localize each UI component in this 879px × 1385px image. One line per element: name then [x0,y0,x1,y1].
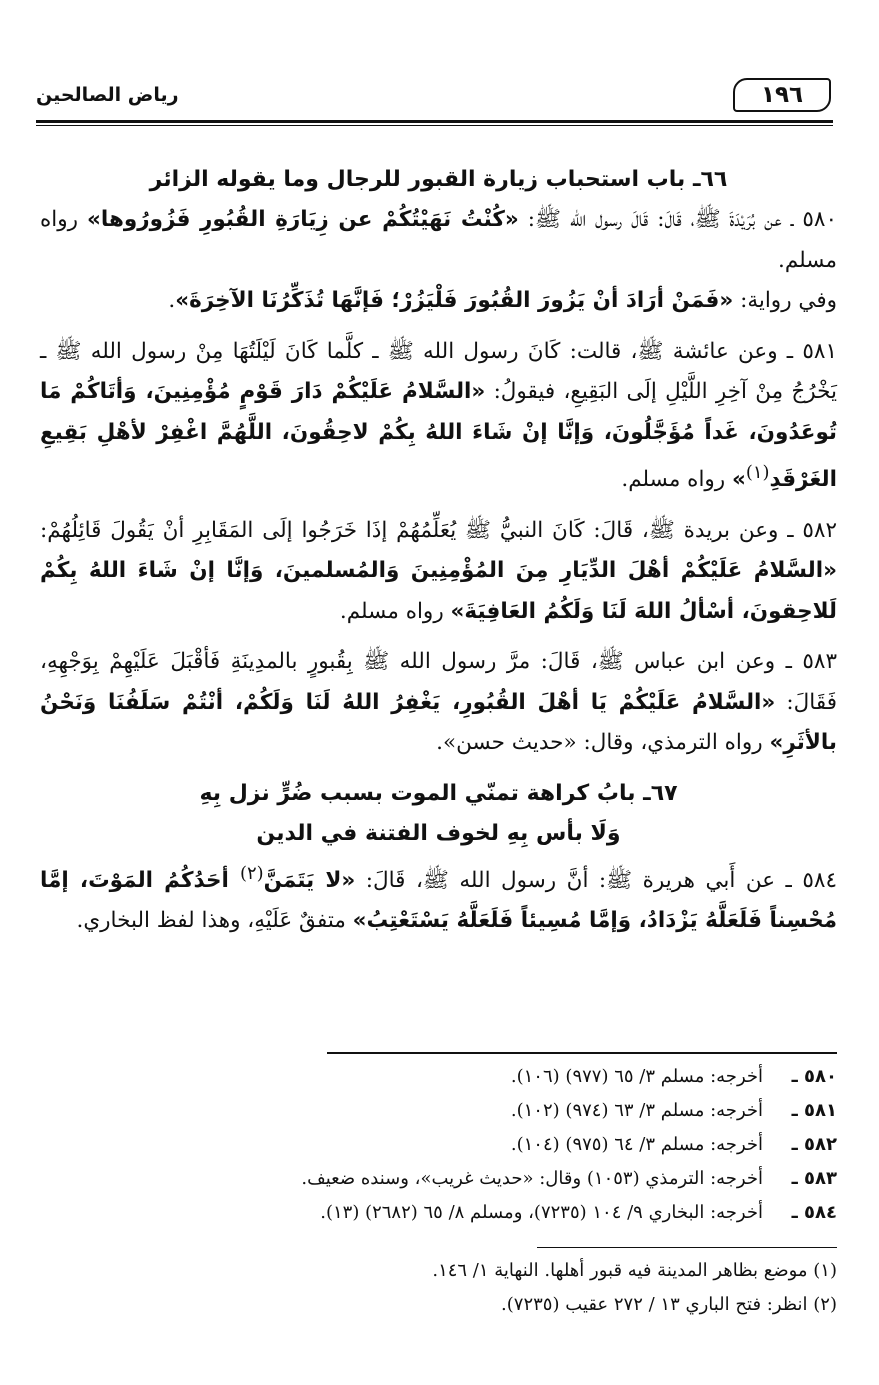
hadith-583 [40,642,837,764]
takhrij-text: أخرجه: مسلم ٣/ ٦٣ (٩٧٤) (١٠٢). [510,1100,763,1121]
hadith-583-source: رواه الترمذي، وقال: «حديث حسن». [436,730,770,756]
hadith-584-text-a: «لا يَتَمَنَّ [263,867,356,893]
riwaya-end: . [168,288,176,313]
hadith-581-close: » [732,467,746,493]
chapter-66-title: ٦٦ـ باب استحباب زيارة القبور للرجال وما يقوله الزائر [149,167,728,192]
takhrij-row [40,1094,837,1128]
takhrij-row [40,1128,837,1162]
takhrij-list [40,1060,837,1230]
footnote-2: (٢) انظر: فتح الباري ١٣ / ٢٧٢ عقيب (٧٢٣٥). [501,1294,837,1315]
hadith-582-source: رواه مسلم. [339,598,451,624]
hadith-584 [40,854,837,942]
chapter-67-title-line2: وَلَا بأس بِهِ لخوف الفتنة في الدين [256,820,621,846]
hadith-580-riwaya [40,281,837,322]
footnote-marker-1: (١) [745,462,770,483]
hadith-581 [40,332,837,501]
footnote-marker-2: (٢) [239,862,264,884]
hadith-581-intro: ٥٨١ ـ وعن عائشة ﷺ، قالت: كَانَ رسول الله ﷺ ـ كلَّما كَانَ لَيْلَتُهَا مِنْ رسول الله ﷺ ـ يَخْرُجُ مِنْ آخِرِ اللَّيْلِ إلَى البَقِيعِ، فيقولُ: [40,338,837,404]
page-number: ١٩٦ [733,78,831,112]
hadith-582-intro: ٥٨٢ ـ وعن بريدة ﷺ، قَالَ: كَانَ النبيُّ ﷺ يُعَلِّمُهُمْ إذَا خَرَجُوا إلَى المَقَابِرِ أنْ يَقُولَ قَائِلُهُمْ: [40,517,837,543]
takhrij-row [40,1060,837,1094]
takhrij-number: ٥٨٤ ـ [791,1202,837,1223]
hadith-580-source: رواه مسلم. [40,207,837,273]
hadith-584-text-b: أحَدُكُمُ المَوْتَ، إمَّا مُحْسِناً فَلَعَلَّهُ يَزْدَادُ، وَإمَّا مُسِيئاً فَلَعَلَّهُ يَسْتَعْتِبُ» [40,867,837,934]
header-rule [36,120,833,123]
hadith-584-source: متفقٌ عَلَيْهِ، وهذا لفظ البخاري. [76,908,353,934]
hadith-580-text: «كُنْتُ نَهَيْتُكُمْ عن زِيَارَةِ القُبُورِ فَزُورُوها» [86,207,519,232]
riwaya-intro: وفي رواية: [733,288,837,313]
running-title: رياض الصالحين [36,84,179,106]
hadith-582-text: «السَّلامُ عَلَيْكُمْ أهْلَ الدِّيَارِ مِنَ المُؤْمِنِينَ وَالمُسلمينَ، وَإنَّا إنْ شَاءَ اللهُ بِكُمْ لَلاحِقونَ، أسْألُ اللهَ لَنَا وَلَكُمُ العَافِيَةَ» [40,558,837,624]
riwaya-text: «فَمَنْ أرَادَ أنْ يَزُورَ القُبُورَ فَلْيَزُرْ؛ فَإنَّهَا تُذَكِّرُنَا الآخِرَةَ» [175,288,734,313]
hadith-580-intro: ٥٨٠ ـ عن بُرَيْدَةَ ﷺ، قَالَ: قَالَ رسول الله ﷺ: [518,207,838,232]
takhrij-number: ٥٨٢ ـ [791,1134,837,1155]
takhrij-row [40,1162,837,1196]
takhrij-text: أخرجه: مسلم ٣/ ٦٤ (٩٧٥) (١٠٤). [510,1134,763,1155]
takhrij-text: أخرجه: البخاري ٩/ ١٠٤ (٧٢٣٥)، ومسلم ٨/ ٦٥ (٢٦٨٢) (١٣). [320,1202,763,1223]
takhrij-number: ٥٨٣ ـ [791,1168,837,1189]
footnotes-separator [537,1247,837,1248]
hadith-584-intro: ٥٨٤ ـ عن أَبي هريرة ﷺ: أنَّ رسول الله ﷺ، قَالَ: [355,867,837,893]
takhrij-number: ٥٨٠ ـ [791,1066,837,1087]
hadith-581-source: رواه مسلم. [621,467,733,493]
footnote-1: (١) موضع بظاهر المدينة فيه قبور أهلها. النهاية ١/ ١٤٦. [432,1260,837,1281]
main-text [40,160,837,942]
takhrij-separator [327,1052,837,1054]
header-rule-thin [36,125,833,126]
hadith-582 [40,511,837,633]
takhrij-row [40,1196,837,1230]
chapter-67-title-line1: ٦٧ـ بابُ كراهة تمنّي الموت بسبب ضُرٍّ نزل بِهِ [199,780,678,806]
hadith-580 [40,200,837,281]
page-header [36,72,831,122]
hadith-581-text: «السَّلامُ عَلَيْكُمْ دَارَ قَوْمٍ مُؤْمِنِينَ، وَأتَاكُمْ مَا تُوعَدُونَ، غَداً مُؤَجَّلُونَ، وَإنَّا إنْ شَاءَ اللهُ بِكُمْ لاحِقُونَ، اللَّهُمَّ اغْفِرْ لأهْلِ بَقِيعِ الغَرْقَدِ [40,379,837,493]
takhrij-text: أخرجه: الترمذي (١٠٥٣) وقال: «حديث غريب»، وسنده ضعيف. [301,1168,763,1189]
takhrij-text: أخرجه: مسلم ٣/ ٦٥ (٩٧٧) (١٠٦). [510,1066,763,1087]
footnotes [40,1254,837,1322]
hadith-583-intro: ٥٨٣ ـ وعن ابن عباس ﷺ، قَالَ: مرَّ رسول الله ﷺ بِقُبورٍ بالمدِينَةِ فَأقْبَلَ عَلَيْهِمْ بِوَجْهِهِ، فَقَالَ: [40,649,837,715]
hadith-583-text: «السَّلامُ عَلَيْكُمْ يَا أهْلَ القُبُورِ، يَغْفِرُ اللهُ لَنَا وَلَكُمْ، أنْتُمْ سَلَفُنَا وَنَحْنُ بالأثَرِ» [40,689,837,756]
takhrij-number: ٥٨١ ـ [791,1100,837,1121]
